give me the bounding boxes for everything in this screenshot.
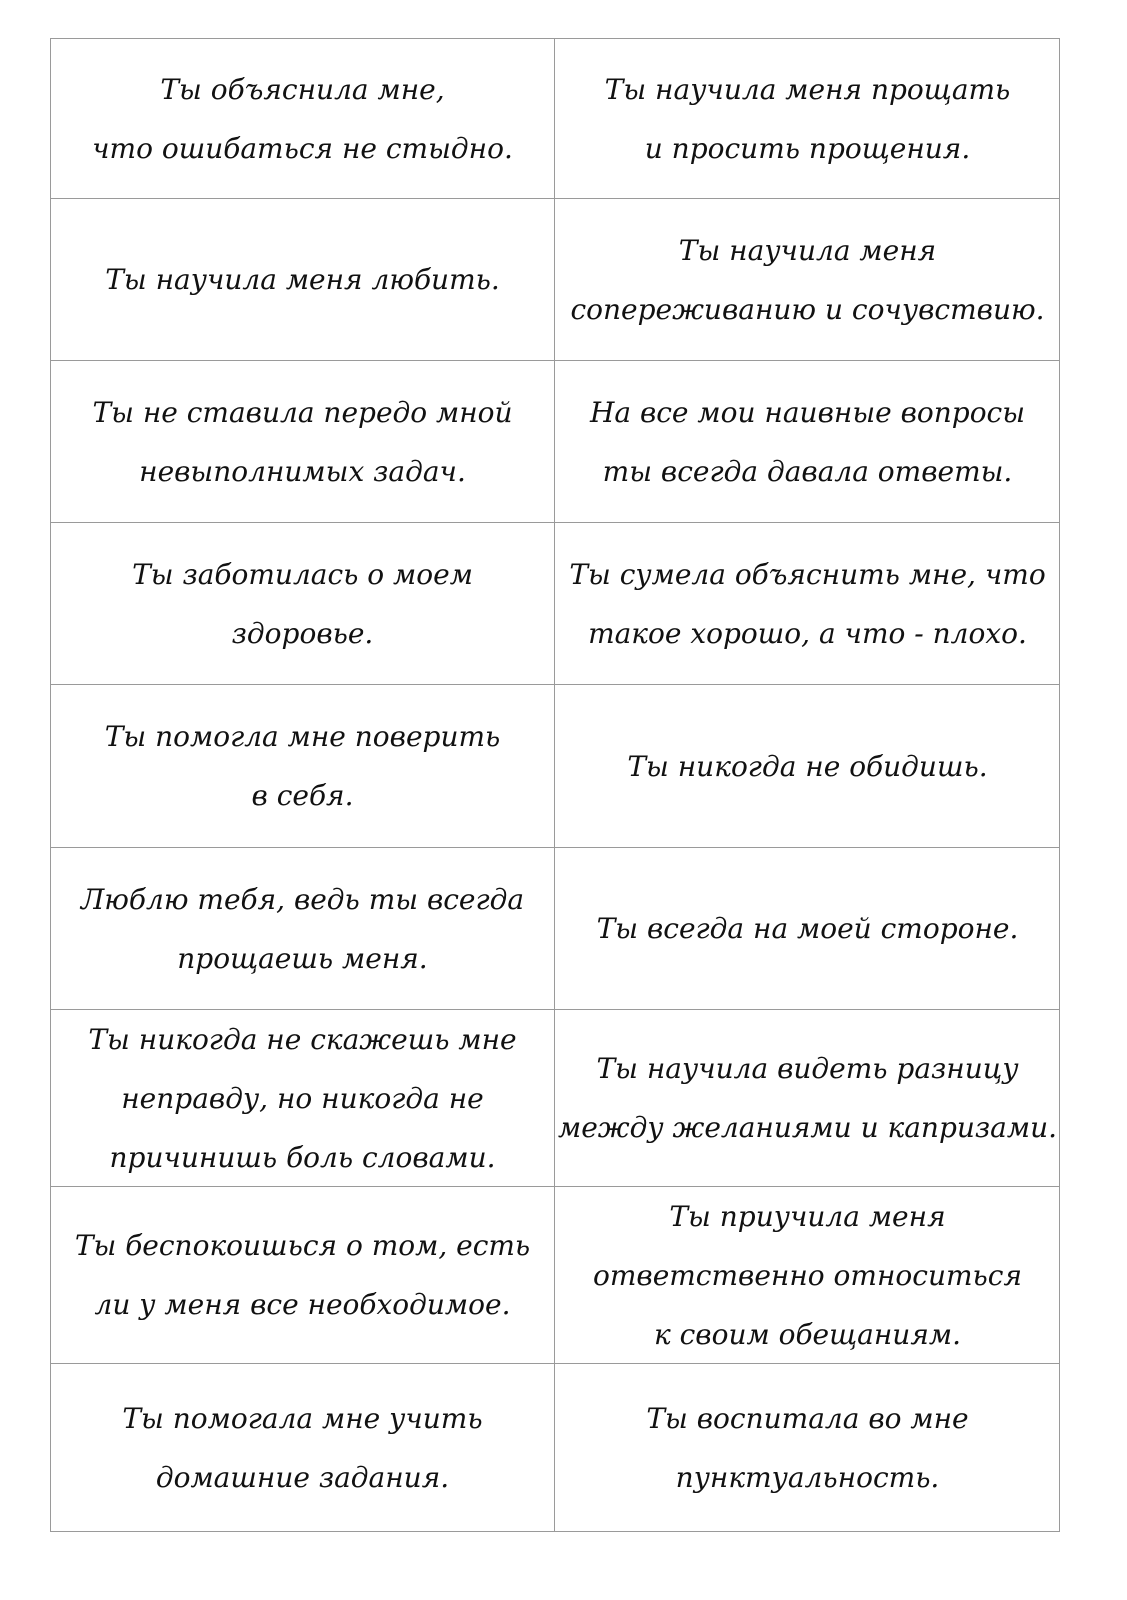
card — [51, 848, 555, 1009]
card-text-line: Ты заботилась о моем — [132, 557, 473, 591]
card — [555, 199, 1060, 360]
card-text-line: домашние задания. — [155, 1460, 450, 1494]
card-text-line: Ты помогала мне учить — [122, 1401, 483, 1435]
card — [555, 848, 1060, 1009]
card-text-line: Ты приучила меня — [669, 1199, 946, 1233]
card-row — [51, 685, 1059, 848]
cards-sheet — [50, 38, 1060, 1532]
card — [51, 1010, 555, 1186]
card-text-line: Ты не ставила передо мной — [92, 395, 513, 429]
card-text-line: Ты сумела объяснить мне, что — [569, 557, 1046, 591]
card-text-line: прощаешь меня. — [177, 941, 428, 975]
card-text-line: Ты воспитала во мне — [646, 1401, 969, 1435]
card-text-line: пунктуальность. — [675, 1460, 940, 1494]
card-text-line: Люблю тебя, ведь ты всегда — [80, 882, 525, 916]
card-row — [51, 199, 1059, 361]
card — [51, 39, 555, 198]
card — [51, 1187, 555, 1363]
card-text-line: Ты объяснила мне, — [160, 72, 445, 106]
card-text-line: здоровье. — [231, 616, 374, 650]
card-text-line: Ты научила меня — [678, 233, 937, 267]
card-text-line: ответственно относиться — [592, 1258, 1022, 1292]
card-text-line: На все мои наивные вопросы — [589, 395, 1026, 429]
card — [555, 39, 1060, 198]
card — [555, 1187, 1060, 1363]
card-text-line: к своим обещаниям. — [654, 1317, 961, 1351]
card-text-line: Ты беспокоишься о том, есть — [74, 1229, 531, 1262]
card — [51, 361, 555, 522]
card — [51, 1364, 555, 1531]
card-text-line: ты всегда давала ответы. — [602, 454, 1013, 488]
card-text-line: Ты помогла мне поверить — [104, 720, 501, 753]
card-text-line: Ты научила меня прощать — [604, 72, 1011, 106]
card-text-line: Ты научила видеть разницу — [596, 1052, 1019, 1085]
card-text-line: причинишь боль словами. — [109, 1140, 496, 1174]
card-row — [51, 1364, 1059, 1531]
card-text-line: в себя. — [251, 779, 354, 812]
card-row — [51, 848, 1059, 1010]
card-text-line: неправду, но никогда не — [121, 1081, 484, 1115]
card-row — [51, 523, 1059, 685]
card-text-line: между желаниями и капризами. — [557, 1111, 1058, 1144]
card — [51, 199, 555, 360]
card — [51, 523, 555, 684]
card-text-line: Ты научила меня любить. — [105, 263, 500, 296]
card-text-line: такое хорошо, а что - плохо. — [588, 616, 1027, 650]
card-text-line: Ты никогда не обидишь. — [627, 749, 988, 783]
card-text-line: и просить прощения. — [644, 131, 971, 165]
card-text-line: ли у меня все необходимое. — [94, 1288, 511, 1321]
card — [555, 1364, 1060, 1531]
card-text-line: сопереживанию и сочувствию. — [570, 292, 1045, 326]
card-text-line: Ты всегда на моей стороне. — [596, 912, 1019, 945]
card-row — [51, 1187, 1059, 1364]
card-row — [51, 361, 1059, 523]
card — [555, 685, 1060, 847]
card — [555, 523, 1060, 684]
card-text-line: Ты никогда не скажешь мне — [88, 1022, 517, 1056]
card-text-line: что ошибаться не стыдно. — [92, 131, 513, 165]
card — [555, 361, 1060, 522]
card-row — [51, 1010, 1059, 1187]
card — [555, 1010, 1060, 1186]
card-text-line: невыполнимых задач. — [139, 454, 466, 488]
card-row — [51, 39, 1059, 199]
card — [51, 685, 555, 847]
